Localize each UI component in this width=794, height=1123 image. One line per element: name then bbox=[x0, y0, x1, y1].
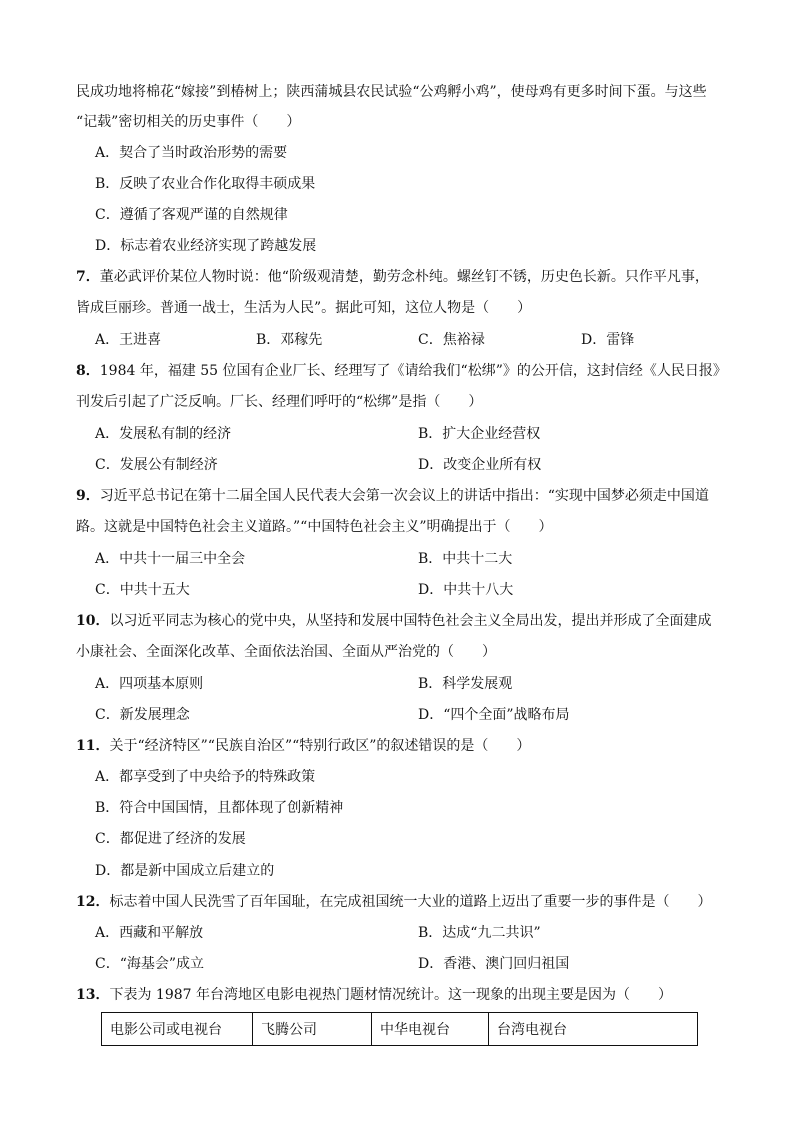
q6-option-a[interactable]: A．契合了当时政治形势的需要 bbox=[95, 145, 288, 161]
q7-text-1: 董必武评价某位人物时说：他“阶级观清楚，勤劳念朴纯。螺丝钉不锈，历史色长新。只作平凡事， bbox=[99, 269, 709, 285]
q11-stem-line1 bbox=[76, 736, 738, 756]
q9-option-a[interactable]: A．中共十一届三中全会 bbox=[95, 551, 246, 567]
q9-stem-line2: 路。这就是中国特色社会主义道路。”“中国特色社会主义”明确提出于（ ） bbox=[76, 519, 553, 535]
table-header-row bbox=[102, 1013, 698, 1046]
q11-option-b[interactable]: B．符合中国国情，且都体现了创新精神 bbox=[95, 800, 344, 816]
q10-option-a[interactable]: A．四项基本原则 bbox=[95, 676, 204, 692]
q11-text-1: 关于“经济特区”“民族自治区”“特别行政区”的叙述错误的是（ ） bbox=[109, 738, 531, 754]
table-header-cell: 台湾电视台 bbox=[489, 1013, 698, 1046]
q12-stem-line1 bbox=[76, 892, 738, 912]
q7-option-a[interactable]: A．王进喜 bbox=[95, 332, 162, 348]
q7-option-d[interactable]: D．雷锋 bbox=[581, 332, 635, 348]
q12-option-c[interactable]: C．“海基会”成立 bbox=[95, 956, 205, 972]
q10-option-b[interactable]: B．科学发展观 bbox=[418, 676, 513, 692]
q6-option-b[interactable]: B．反映了农业合作化取得丰硕成果 bbox=[95, 176, 316, 192]
q8-option-d[interactable]: D．改变企业所有权 bbox=[418, 457, 542, 473]
q6-option-c[interactable]: C．遵循了客观严谨的自然规律 bbox=[95, 207, 288, 223]
q13-stem-line1 bbox=[76, 985, 738, 1005]
q12-option-b[interactable]: B．达成“九二共识” bbox=[418, 925, 541, 941]
q10-stem-line1 bbox=[76, 611, 738, 631]
q13-number: 13． bbox=[76, 987, 110, 1003]
q13-text-1: 下表为 1987 年台湾地区电影电视热门题材情况统计。这一现象的出现主要是因为（ ） bbox=[109, 987, 673, 1003]
q8-number: 8． bbox=[76, 363, 100, 379]
q11-option-c[interactable]: C．都促进了经济的发展 bbox=[95, 831, 246, 847]
q8-stem-line2: 刊发后引起了广泛反响。厂长、经理们呼吁的“松绑”是指（ ） bbox=[76, 394, 483, 410]
q9-option-d[interactable]: D．中共十八大 bbox=[418, 582, 514, 598]
q7-option-b[interactable]: B．邓稼先 bbox=[256, 332, 323, 348]
q12-option-d[interactable]: D．香港、澳门回归祖国 bbox=[418, 956, 570, 972]
q10-option-c[interactable]: C．新发展理念 bbox=[95, 707, 190, 723]
q6-stem-line1: 民成功地将棉花“嫁接”到椿树上；陕西蒲城县农民试验“公鸡孵小鸡”，使母鸡有更多时间下蛋。与这些 bbox=[76, 84, 707, 100]
q12-number: 12． bbox=[76, 894, 110, 910]
q8-stem-line1 bbox=[76, 361, 738, 381]
q11-option-d[interactable]: D．都是新中国成立后建立的 bbox=[95, 863, 275, 879]
q10-number: 10． bbox=[76, 613, 110, 629]
q12-option-a[interactable]: A．西藏和平解放 bbox=[95, 925, 204, 941]
q12-text-1: 标志着中国人民洗雪了百年国耻，在完成祖国统一大业的道路上迈出了重要一步的事件是（ ） bbox=[109, 894, 712, 910]
q8-text-1: 1984 年，福建 55 位国有企业厂长、经理写了《请给我们“松绑”》的公开信，这封信经《人民日报》 bbox=[99, 363, 727, 379]
q7-stem-line1 bbox=[76, 267, 738, 287]
q7-number: 7． bbox=[76, 269, 100, 285]
q11-option-a[interactable]: A．都享受到了中央给予的特殊政策 bbox=[95, 769, 316, 785]
q8-option-a[interactable]: A．发展私有制的经济 bbox=[95, 426, 232, 442]
q6-stem-line2: “记载”密切相关的历史事件（ ） bbox=[76, 114, 301, 130]
q9-stem-line1 bbox=[76, 486, 738, 506]
q10-stem-line2: 小康社会、全面深化改革、全面依法治国、全面从严治党的（ ） bbox=[76, 644, 496, 660]
q10-option-d[interactable]: D．“四个全面”战略布局 bbox=[418, 707, 570, 723]
q7-option-c[interactable]: C．焦裕禄 bbox=[418, 332, 485, 348]
q9-option-b[interactable]: B．中共十二大 bbox=[418, 551, 513, 567]
q8-option-b[interactable]: B．扩大企业经营权 bbox=[418, 426, 541, 442]
table-header-cell: 中华电视台 bbox=[372, 1013, 489, 1046]
q7-stem-line2: 皆成巨丽珍。普通一战士，生活为人民”。据此可知，这位人物是（ ） bbox=[76, 300, 532, 316]
q13-table bbox=[101, 1012, 698, 1046]
table-header-cell: 飞腾公司 bbox=[253, 1013, 372, 1046]
q11-number: 11． bbox=[76, 738, 110, 754]
q8-option-c[interactable]: C．发展公有制经济 bbox=[95, 457, 218, 473]
q9-text-1: 习近平总书记在第十二届全国人民代表大会第一次会议上的讲话中指出：“实现中国梦必须走中国道 bbox=[99, 488, 709, 504]
q9-number: 9． bbox=[76, 488, 100, 504]
table-header-cell: 电影公司或电视台 bbox=[102, 1013, 253, 1046]
q6-option-d[interactable]: D．标志着农业经济实现了跨越发展 bbox=[95, 238, 317, 254]
q10-text-1: 以习近平同志为核心的党中央，从坚持和发展中国特色社会主义全局出发，提出并形成了全面建成 bbox=[109, 613, 712, 629]
q9-option-c[interactable]: C．中共十五大 bbox=[95, 582, 190, 598]
